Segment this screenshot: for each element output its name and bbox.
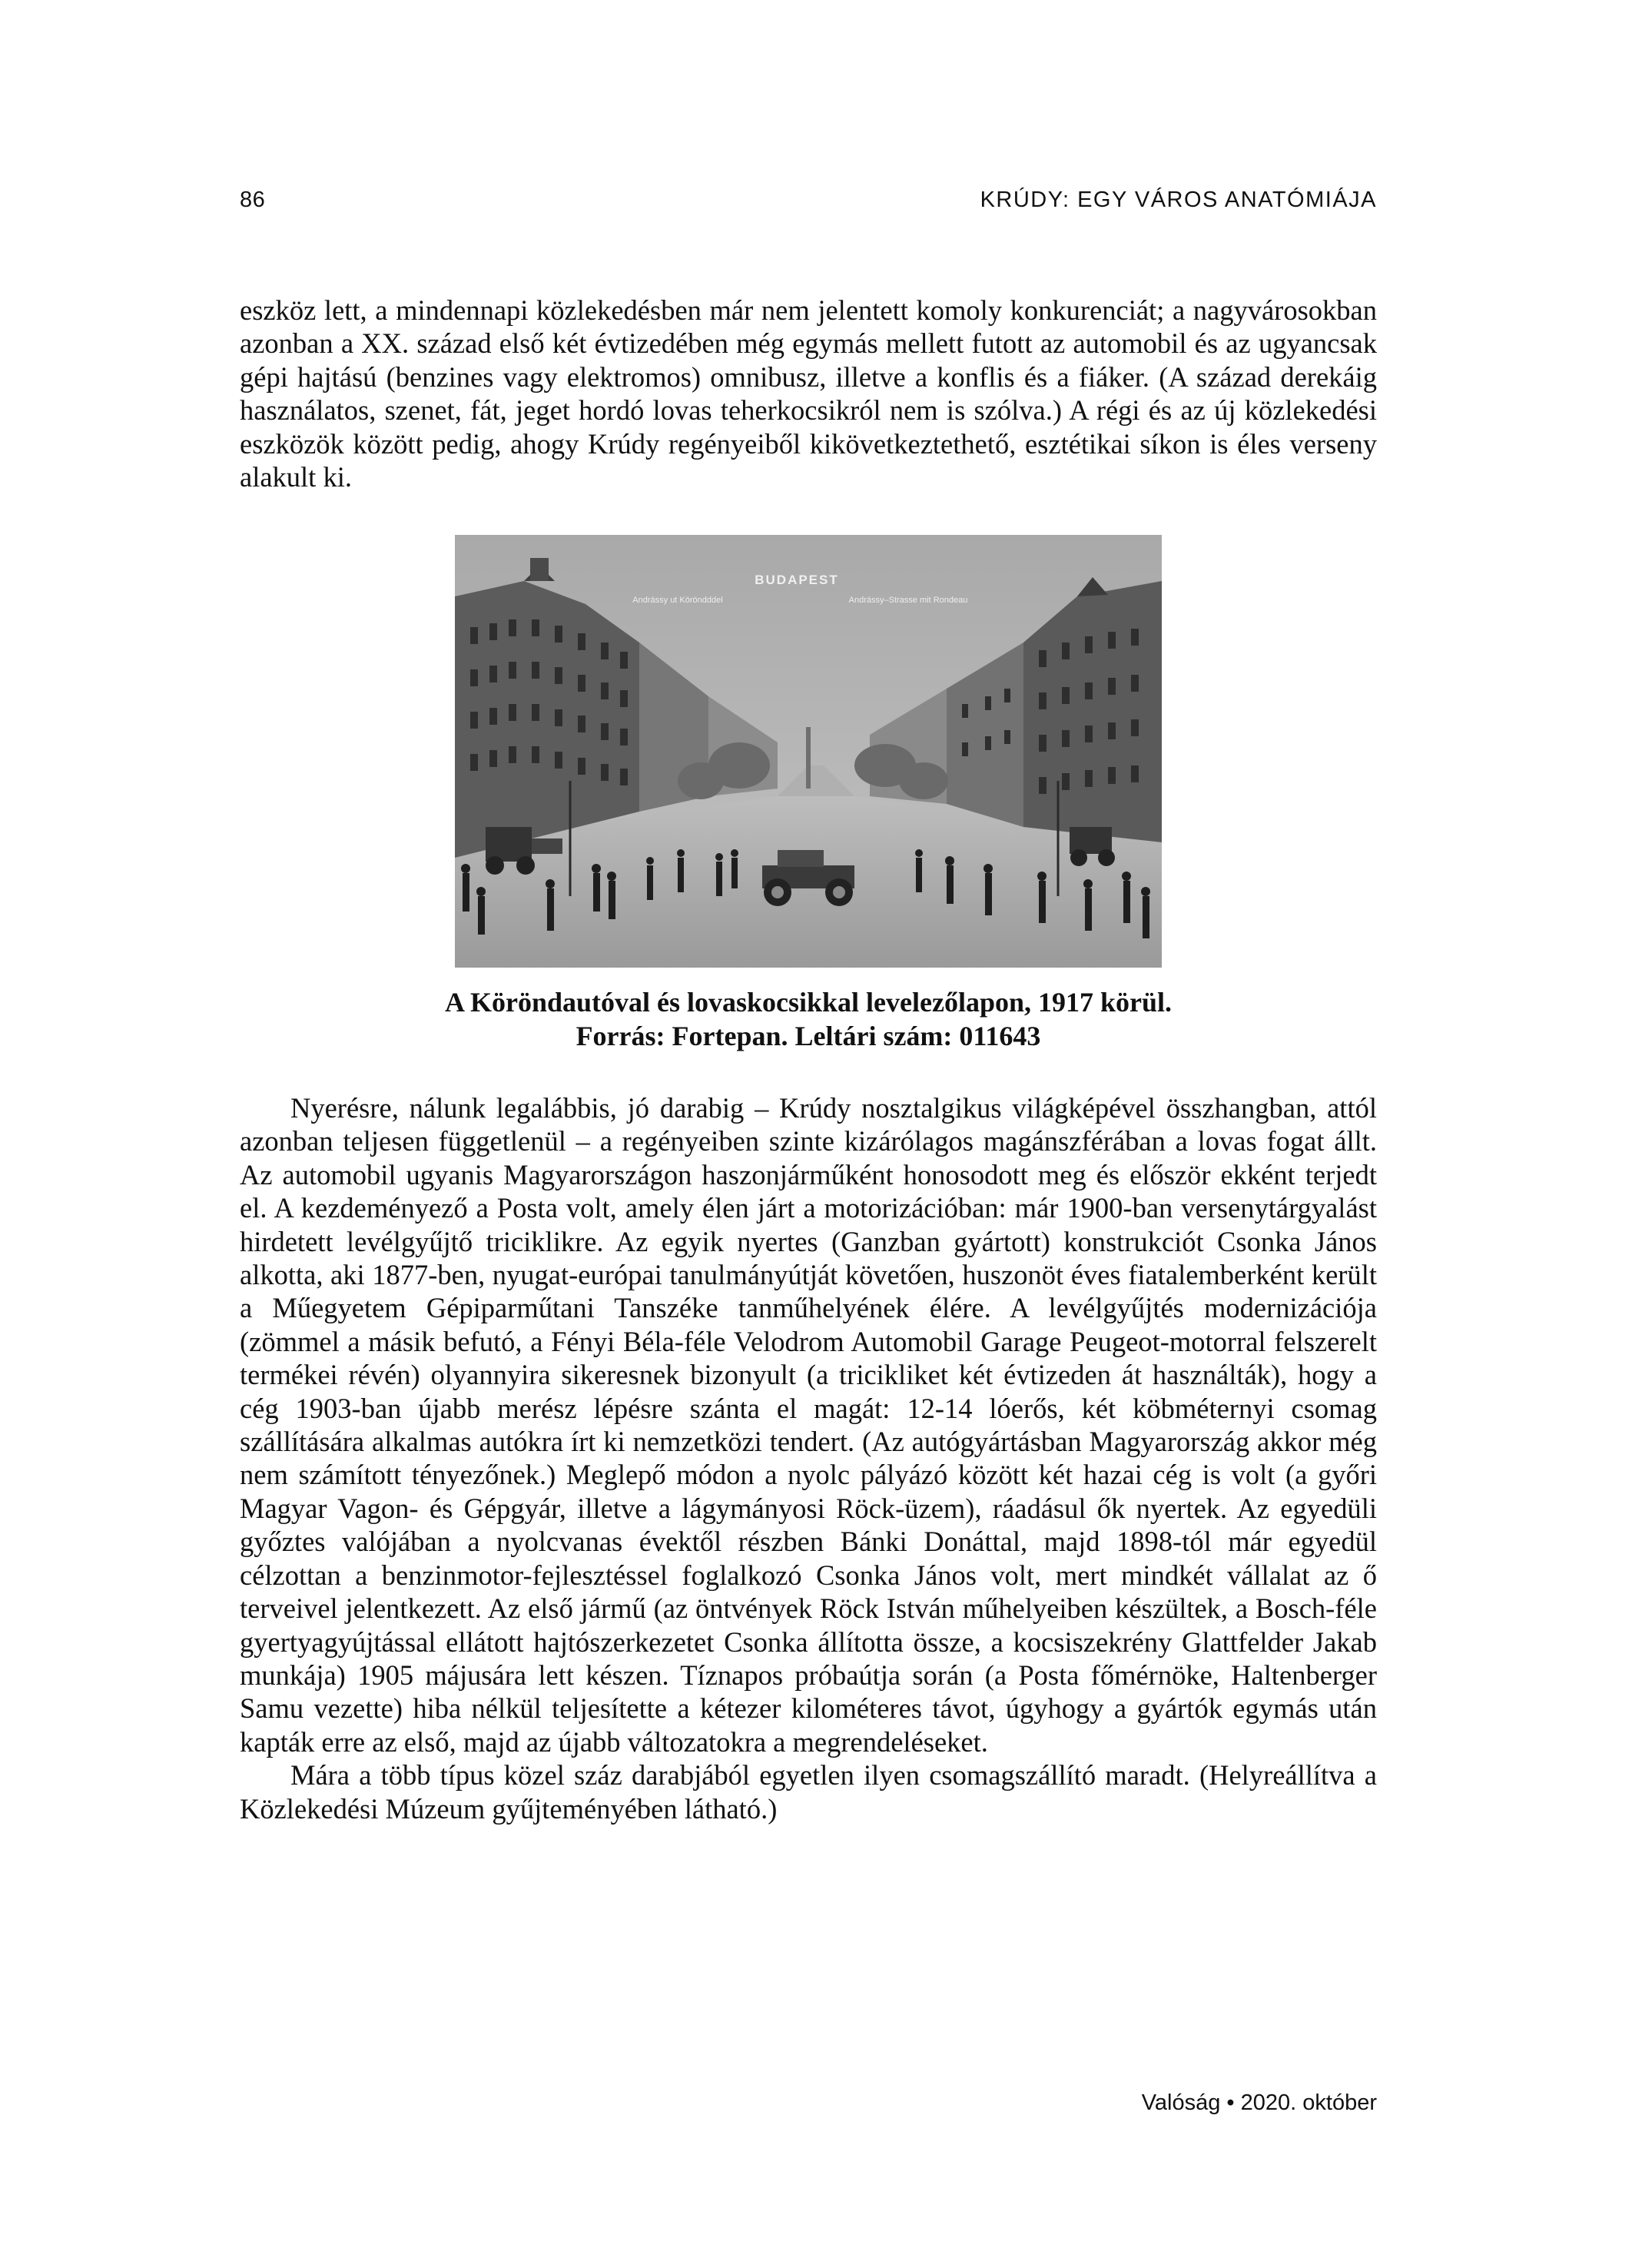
main-text (240, 1091, 1377, 1825)
footer-publication: Valóság • 2020. október (1141, 2090, 1377, 2115)
postcard-photo (455, 535, 1162, 968)
page-number: 86 (240, 188, 266, 212)
paragraph-continuation (240, 294, 1377, 493)
paragraph-1: eszköz lett, a mindennapi közlekedésben már nem jelentett komoly konkurenciát; a nagyvárosokban azonban a XX. század első két évtizedében még egymás mellett futott az automobil és az ugyancsak gépi hajtású (benzines vagy elektromos) omnibusz, illetve a konflis és a fiáker. (A század derekáig használatos, szenet, fát, jeget hordó lovas teherkocsikról nem is szólva.) A régi és az új közlekedési eszközök között pedig, ahogy Krúdy regényeiből kikövetkeztethető, esztétikai síkon is éles verseny alakult ki. (240, 294, 1377, 493)
caption-line-1: A Köröndautóval és lovaskocsikkal levelezőlapon, 1917 körül. (444, 987, 1173, 1018)
running-head (240, 188, 1377, 218)
paragraph-3: Mára a több típus közel száz darabjából egyetlen ilyen csomagszállító maradt. (Helyreállítva a Közlekedési Múzeum gyűjteményében látható.) (240, 1759, 1377, 1825)
paragraph-2: Nyerésre, nálunk legalábbis, jó darabig – Krúdy nosztalgikus világképével összhangban, attól azonban teljesen függetlenül – a regényeiben szinte kizárólagos magánszférában a lovas fogat állt. Az automobil ugyanis Magyarországon haszonjárműként honosodott meg és először ekként terjedt el. A kezdeményező a Posta volt, amely élen járt a motorizációban: már 1900-ban versenytárgyalást hirdetett levélgyűjtő triciklikre. Az egyik nyertes (Ganzban gyártott) konstrukciót Csonka János alkotta, aki 1877-ben, nyugat-európai tanulmányútját követően, huszonöt éves fiatalemberként került a Műegyetem Gépiparműtani Tanszéke tanműhelyének élére. A levélgyűjtés modernizációja (zömmel a másik befutó, a Fényi Béla-féle Velodrom Automobil Garage Peugeot-motorral felszerelt termékei révén) olyannyira sikeresnek bizonyult (a tricikliket két évtizeden át használták), hogy a cég 1903-ban újabb merész lépésre szánta el magát: 12-14 lóerős, két köbméternyi csomag szállítására alkalmas autókra írt ki nemzetközi tendert. (Az autógyártásban Magyarország akkor még nem számított tényezőnek.) Meglepő módon a nyolc pályázó között két hazai cég is volt (a győri Magyar Vagon- és Gépgyár, illetve a lágymányosi Röck-üzem), ráadásul ők nyertek. Az egyedüli győztes valójában a nyolcvanas évektől részben Bánki Donáttal, majd 1898-tól már egyedül célzottan a benzinmotor-fejlesztéssel foglalkozó Csonka János volt, mert mindkét vállalat az ő terveivel jelentkezett. Az első jármű (az öntvények Röck István műhelyeiben készültek, a Bosch-féle gyertyagyújtással ellátott hajtószerkezetet Csonka állította össze, a kocsiszekrény Glattfelder Jakab munkája) 1905 májusára lett készen. Tíznapos próbaútja során (a Posta főmérnöke, Haltenberger Samu vezette) hiba nélkül teljesítette a kétezer kilométeres távot, úgyhogy a gyártók egymás után kapták erre az első, majd az újabb változatokra a megrendeléseket. (240, 1092, 1377, 1758)
running-title: KRÚDY: EGY VÁROS ANATÓMIÁJA (980, 188, 1377, 212)
caption-line-2: Forrás: Fortepan. Leltári szám: 011643 (576, 1021, 1041, 1051)
distant-column (806, 727, 811, 789)
postcard-subtitle-right: Andrássy–Strasse mit Rondeau (848, 596, 968, 605)
figure-caption (240, 985, 1377, 1053)
postcard-title: BUDAPEST (755, 573, 839, 587)
postcard-subtitle-left: Andrássy ut Köröndddel (632, 596, 723, 605)
